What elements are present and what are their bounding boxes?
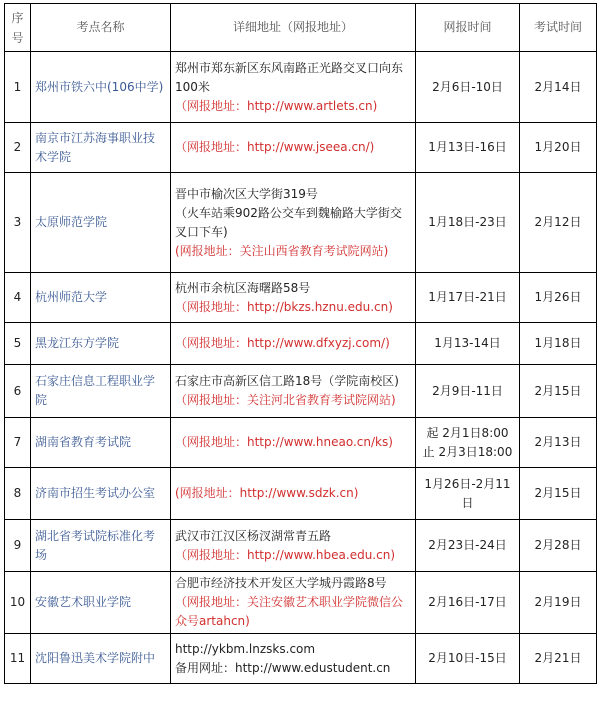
table-row (5, 468, 597, 520)
row-number: 3 (5, 173, 31, 273)
apply-time-line: 2月23日-24日 (428, 538, 507, 552)
exam-sites-table (4, 3, 597, 684)
address-line: 郑州市郑东新区东风南路正光路交叉口向东100米 (175, 60, 404, 94)
apply-url-text: （网报地址：关注河北省教育考试院网站) (175, 393, 396, 407)
apply-url-text: （网报地址：http://www.dfxyzj.com/) (175, 336, 390, 350)
apply-time-line: 2月16日-17日 (428, 595, 507, 609)
table-row (5, 365, 597, 418)
table-row (5, 52, 597, 123)
site-name: 湖南省教育考试院 (31, 418, 171, 468)
row-number: 1 (5, 52, 31, 123)
apply-time (416, 520, 520, 572)
exam-time: 2月28日 (520, 520, 597, 572)
row-number: 4 (5, 273, 31, 323)
address-line: 合肥市经济技术开发区大学城丹霞路8号 (175, 576, 387, 590)
table-row (5, 173, 597, 273)
exam-time: 2月13日 (520, 418, 597, 468)
apply-url-text: （网报地址：http://bkzs.hznu.edu.cn) (175, 299, 393, 314)
exam-time: 2月19日 (520, 572, 597, 634)
header-address: 详细地址（网报地址） (171, 4, 416, 52)
site-address (171, 572, 416, 634)
apply-time (416, 273, 520, 323)
apply-time (416, 52, 520, 123)
site-name: 杭州师范大学 (31, 273, 171, 323)
apply-time (416, 572, 520, 634)
site-address (171, 323, 416, 365)
site-address (171, 123, 416, 173)
apply-url-text: （网报地址：http://www.jseea.cn/) (175, 140, 375, 154)
address-line: 晋中市榆次区大学街319号 (175, 186, 318, 201)
row-number: 9 (5, 520, 31, 572)
table-row (5, 520, 597, 572)
table-row (5, 323, 597, 365)
apply-time-line: 2月10日-15日 (428, 651, 507, 665)
site-name: 安徽艺术职业学院 (31, 572, 171, 634)
site-name: 湖北省考试院标准化考场 (31, 520, 171, 572)
apply-time (416, 418, 520, 468)
row-number: 11 (5, 634, 31, 684)
exam-time: 1月18日 (520, 323, 597, 365)
apply-time (416, 468, 520, 520)
apply-time-line: 起 2月1日8:00 (426, 425, 509, 440)
exam-time: 1月26日 (520, 273, 597, 323)
site-name: 郑州市铁六中(106中学) (31, 52, 171, 123)
apply-url-text: (网报地址：http://www.sdzk.cn) (175, 486, 359, 500)
site-name: 沈阳鲁迅美术学院附中 (31, 634, 171, 684)
apply-time-line: 1月26日-2月11日 (424, 476, 511, 510)
site-name: 太原师范学院 (31, 173, 171, 273)
address-line: 武汉市江汉区杨汊湖常青五路 (175, 528, 332, 543)
table-header-row (5, 4, 597, 52)
table-row (5, 418, 597, 468)
apply-time (416, 123, 520, 173)
row-number: 10 (5, 572, 31, 634)
apply-time-line: 1月18日-23日 (428, 215, 507, 229)
table-row (5, 273, 597, 323)
row-number: 7 (5, 418, 31, 468)
row-number: 5 (5, 323, 31, 365)
apply-time-line: 1月17日-21日 (428, 290, 507, 304)
apply-url-text: （网报地址：http://www.artlets.cn) (175, 98, 378, 113)
site-address (171, 365, 416, 418)
site-address (171, 520, 416, 572)
exam-time: 2月14日 (520, 52, 597, 123)
address-line: 杭州市余杭区海曙路58号 (175, 280, 311, 295)
site-address (171, 273, 416, 323)
site-address (171, 52, 416, 123)
site-address (171, 418, 416, 468)
header-seq-line: 序 (11, 10, 24, 25)
address-line: 石家庄市高新区信工路18号（学院南校区) (175, 374, 399, 388)
exam-time: 2月12日 (520, 173, 597, 273)
apply-time (416, 173, 520, 273)
exam-time: 1月20日 (520, 123, 597, 173)
apply-time-line: 2月9日-11日 (432, 383, 503, 398)
apply-time-line: 1月13日-16日 (428, 140, 507, 154)
site-name: 济南市招生考试办公室 (31, 468, 171, 520)
table-row (5, 572, 597, 634)
address-line: （火车站乘902路公交车到魏榆路大学街交叉口下车) (175, 205, 402, 239)
apply-url-text: （网报地址：http://www.hneao.cn/ks) (175, 435, 393, 449)
apply-time (416, 365, 520, 418)
apply-time (416, 634, 520, 684)
table-row (5, 123, 597, 173)
apply-time-line: 2月6日-10日 (432, 79, 503, 94)
header-apply-time: 网报时间 (416, 4, 520, 52)
header-exam-time: 考试时间 (520, 4, 597, 52)
row-number: 2 (5, 123, 31, 173)
site-address (171, 634, 416, 684)
apply-url-text: （网报地址：http://www.hbea.edu.cn) (175, 547, 395, 562)
exam-time: 2月21日 (520, 634, 597, 684)
site-address (171, 468, 416, 520)
apply-time-line: 止 2月3日18:00 (422, 444, 513, 459)
header-seq-line: 号 (11, 30, 24, 45)
row-number: 8 (5, 468, 31, 520)
apply-time-line: 1月13-14日 (434, 336, 501, 350)
site-address (171, 173, 416, 273)
header-seq (5, 4, 31, 52)
table-body (5, 52, 597, 684)
row-number: 6 (5, 365, 31, 418)
address-line: 备用网址：http://www.edustudent.cn (175, 660, 391, 675)
site-name: 黑龙江东方学院 (31, 323, 171, 365)
apply-url-text: (网报地址：关注山西省教育考试院网站) (175, 243, 389, 258)
address-line: http://ykbm.lnzsks.com (175, 641, 316, 656)
exam-time: 2月15日 (520, 365, 597, 418)
site-name: 石家庄信息工程职业学院 (31, 365, 171, 418)
apply-time (416, 323, 520, 365)
header-name: 考点名称 (31, 4, 171, 52)
site-name: 南京市江苏海事职业技术学院 (31, 123, 171, 173)
apply-url-text: （网报地址：关注安徽艺术职业学院微信公众号artahcn) (175, 595, 404, 628)
exam-time: 2月15日 (520, 468, 597, 520)
table-row (5, 634, 597, 684)
